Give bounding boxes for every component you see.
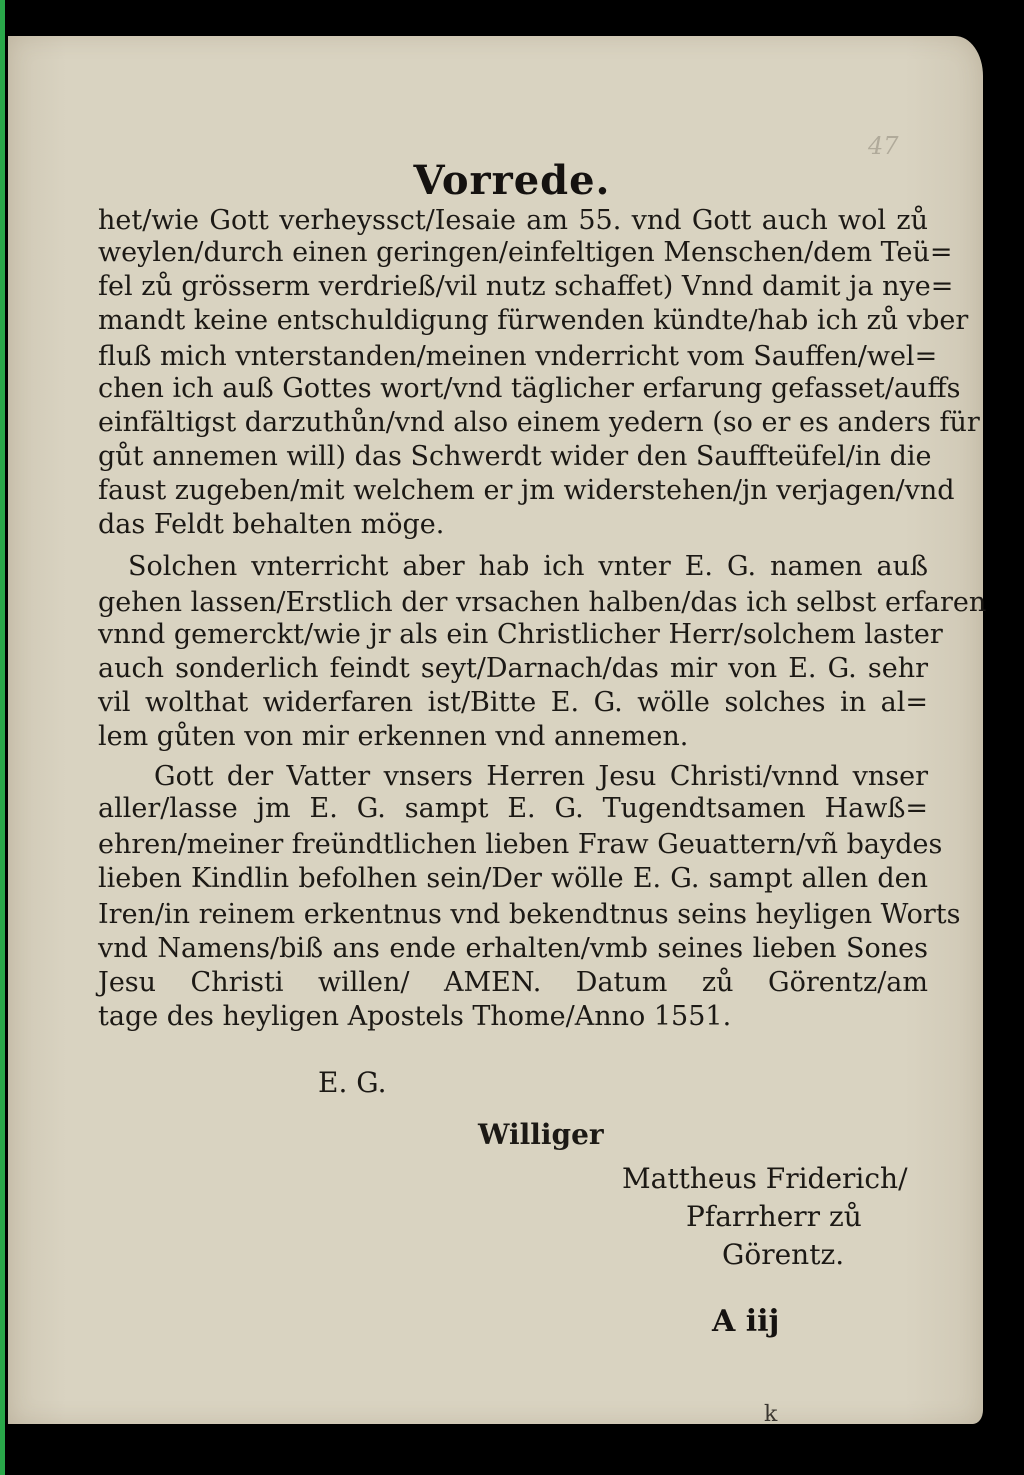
text-line: het/wie Gott verheyssct/Iesaie am 55. vnd Gott auch wol zů [98,205,928,236]
text-line: fluß mich vnterstanden/meinen vnderricht vom Sauffen/wel= [98,341,938,372]
closing-salutation: E. G. [318,1066,387,1099]
text-line: tage des heyligen Apostels Thome/Anno 1551. [98,1001,732,1032]
text-line: lem gůten von mir erkennen vnd annemen. [98,721,689,752]
text-line: mandt keine entschuldigung fürwenden kündte/hab ich zů vber [98,305,969,336]
text-line: lieben Kindlin befolhen sein/Der wölle E. G. sampt allen den [98,863,928,894]
text-line: Gott der Vatter vnsers Herren Jesu Christi/vnnd vnser [154,761,928,792]
text-line: fel zů grösserm verdrieß/vil nutz schaffet) Vnnd damit ja nye= [98,271,954,302]
pencil-mark: k [764,1402,778,1427]
text-line: ehren/meiner freündtlichen lieben Fraw Geuattern/vñ baydes [98,829,943,860]
text-line: gehen lassen/Erstlich der vrsachen halben/das ich selbst erfaren [98,587,987,618]
text-line: weylen/durch einen geringen/einfeltigen Menschen/dem Teü= [98,237,953,268]
text-line: chen ich auß Gottes wort/vnd täglicher erfarung gefasset/auffs [98,373,961,404]
text-line: einfältigst darzuthůn/vnd also einem yedern (so er es anders für [98,407,980,438]
text-line: aller/lasse jm E. G. sampt E. G. Tugendtsamen Hawß= [98,793,928,824]
closing-willing: Williger [478,1118,604,1151]
text-line: vnd Namens/biß ans ende erhalten/vmb seines lieben Sones [98,933,928,964]
author-place: Görentz. [722,1238,845,1271]
text-line: Jesu Christi willen/ AMEN. Datum zů Görentz/am [98,967,928,998]
text-line: Iren/in reinem erkentnus vnd bekendtnus seins heyligen Worts [98,899,961,930]
author-title: Pfarrherr zů [686,1200,862,1233]
text-line: Solchen vnterricht aber hab ich vnter E. G. namen auß [128,551,928,582]
author-name: Mattheus Friderich/ [622,1162,908,1195]
text-line: faust zugeben/mit welchem er jm widerstehen/jn verjagen/vnd [98,475,955,506]
text-line: gůt annemen will) das Schwerdt wider den Sauffteüfel/in die [98,441,932,472]
text-line: vil wolthat widerfaren ist/Bitte E. G. wölle solches in al= [98,687,928,718]
scan-edge-strip [0,0,5,1475]
text-line: auch sonderlich feindt seyt/Darnach/das mir von E. G. sehr [98,653,928,684]
signature-mark: A iij [712,1304,780,1339]
text-line: vnnd gemerckt/wie jr als ein Christlicher Herr/solchem laster [98,619,943,650]
running-head: Vorrede. [413,157,611,204]
handwritten-folio-number: 47 [868,132,899,160]
text-line: das Feldt behalten möge. [98,509,445,540]
